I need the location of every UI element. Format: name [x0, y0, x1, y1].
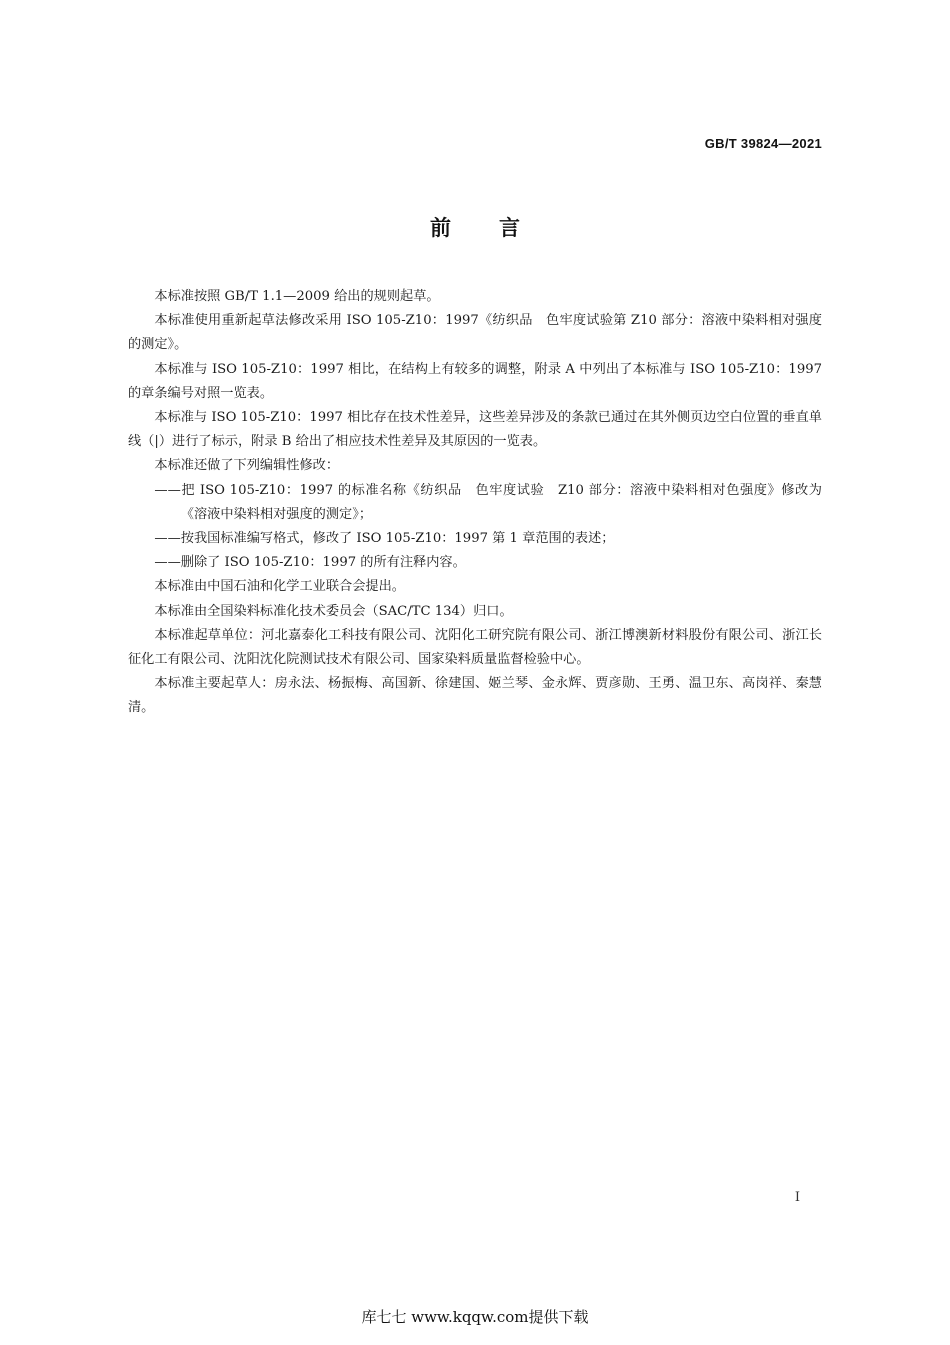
- paragraph-proposed-by: 本标准由中国石油和化学工业联合会提出。: [154, 579, 405, 595]
- paragraph-adoption-method: 本标准使用重新起草法修改采用 ISO 105-Z10：1997《纺织品 色牢度试验第 Z10 部分：溶液中染料相对强度的测定》。: [128, 313, 822, 353]
- edit-item-notes-removed: ——删除了 ISO 105-Z10：1997 的所有注释内容。: [154, 555, 466, 571]
- edit-item-title-change: ——把 ISO 105-Z10：1997 的标准名称《纺织品 色牢度试验 Z10 部分：溶液中染料相对色强度》修改为《溶液中染料相对强度的测定》；: [154, 482, 822, 522]
- foreword-body: [128, 285, 822, 721]
- standard-code: GB/T 39824—2021: [704, 136, 822, 151]
- download-watermark: 库七七 www.kqqw.com提供下载: [361, 1308, 589, 1326]
- edit-item-scope-format: ——按我国标准编写格式，修改了 ISO 105-Z10：1997 第 1 章范围的表述；: [154, 531, 615, 547]
- paragraph-drafting-rules: 本标准按照 GB/T 1.1—2009 给出的规则起草。: [154, 289, 440, 304]
- paragraph-drafting-units: 本标准起草单位：河北嘉泰化工科技有限公司、沈阳化工研究院有限公司、浙江博澳新材料股份有限公司、浙江长征化工有限公司、沈阳沈化院测试技术有限公司、国家染料质量监督检验中心。: [128, 627, 822, 668]
- paragraph-technical-differences: 本标准与 ISO 105-Z10：1997 相比存在技术性差异，这些差异涉及的条款已通过在其外侧页边空白位置的垂直单线（|）进行了标示，附录 B 给出了相应技术性差异及其原因的一览表。: [128, 410, 822, 450]
- page-title: 前言: [430, 216, 568, 240]
- paragraph-structure-changes: 本标准与 ISO 105-Z10：1997 相比，在结构上有较多的调整，附录 A 中列出了本标准与 ISO 105-Z10：1997 的章条编号对照一览表。: [128, 361, 822, 401]
- page-number: I: [794, 1190, 800, 1205]
- paragraph-centralized-by: 本标准由全国染料标准化技术委员会（SAC/TC 134）归口。: [154, 603, 513, 619]
- paragraph-editorial-intro: 本标准还做了下列编辑性修改：: [154, 458, 340, 474]
- paragraph-main-drafters: 本标准主要起草人：房永法、杨振梅、高国新、徐建国、姬兰琴、金永辉、贾彦勋、王勇、温卫东、高岗祥、秦慧清。: [128, 676, 822, 716]
